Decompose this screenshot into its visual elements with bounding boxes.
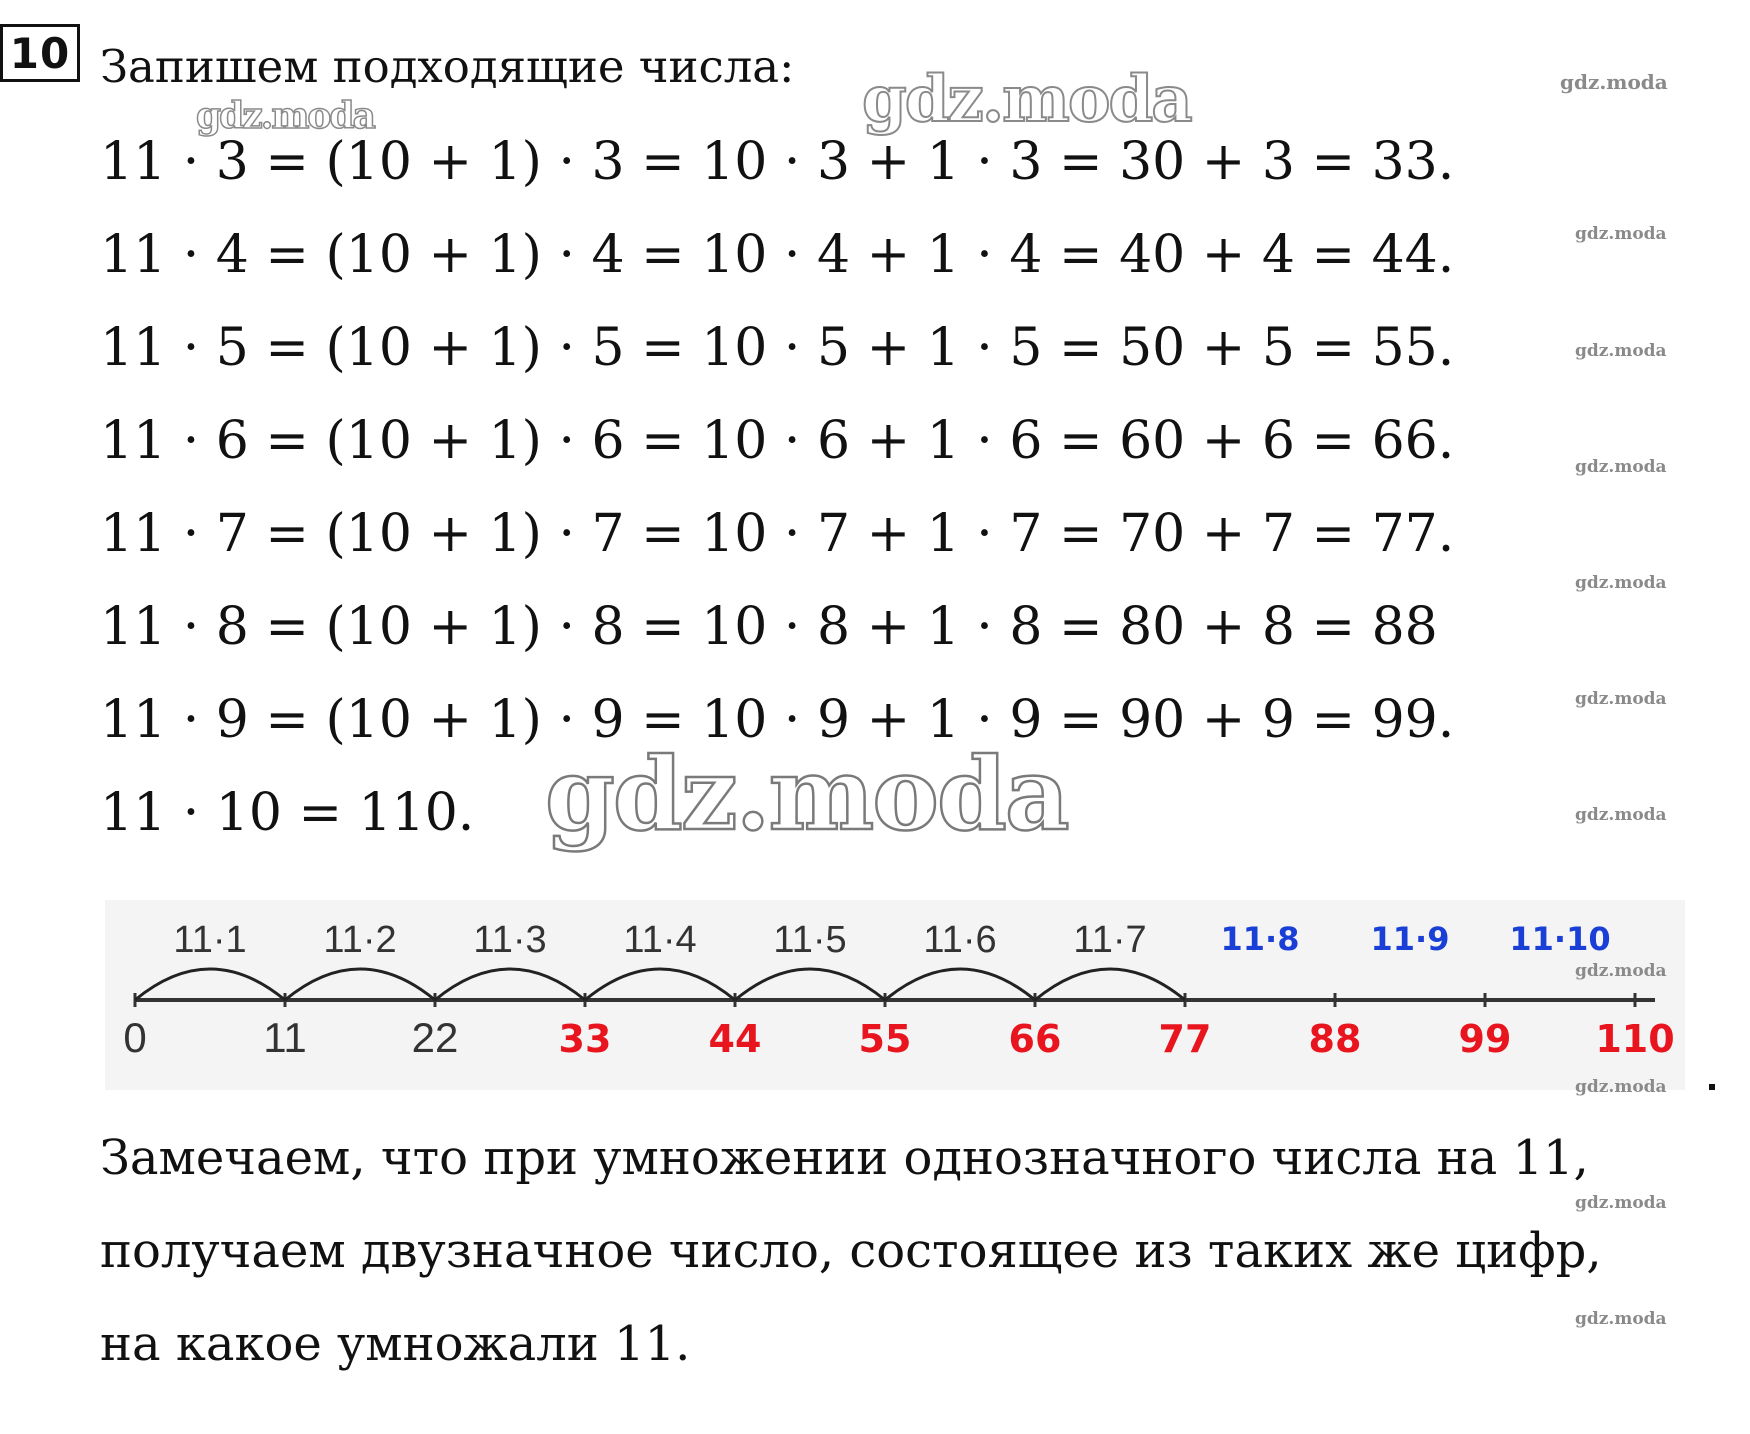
tick-label: 44 — [708, 1017, 762, 1061]
watermark: gdz.moda — [1575, 224, 1667, 244]
stray-dot — [1709, 1084, 1715, 1090]
tick-label: 77 — [1158, 1017, 1212, 1061]
jump-label: 11·1 — [173, 919, 247, 961]
jump-label: 11·10 — [1509, 920, 1611, 958]
equation-line: 11 · 3 = (10 + 1) · 3 = 10 · 3 + 1 · 3 = 30 + 3 = 33. — [100, 132, 1455, 192]
jump-label: 11·9 — [1370, 920, 1450, 958]
jump-label: 11·2 — [323, 919, 397, 961]
watermark: gdz.moda — [545, 735, 1068, 853]
tick-label: 33 — [558, 1017, 612, 1061]
conclusion-line: получаем двузначное число, состоящее из таких же цифр, — [100, 1223, 1602, 1279]
equation-line: 11 · 8 = (10 + 1) · 8 = 10 · 8 + 1 · 8 = 80 + 8 = 88 — [100, 597, 1438, 657]
tick-label: 22 — [411, 1014, 459, 1061]
jump-label: 11·6 — [923, 919, 997, 961]
equation-line: 11 · 6 = (10 + 1) · 6 = 10 · 6 + 1 · 6 = 60 + 6 = 66. — [100, 411, 1455, 471]
equation-line: 11 · 4 = (10 + 1) · 4 = 10 · 4 + 1 · 4 = 40 + 4 = 44. — [100, 225, 1455, 285]
watermark: gdz.moda — [1575, 805, 1667, 825]
tick-label: 110 — [1595, 1017, 1675, 1061]
watermark: gdz.moda — [862, 62, 1191, 137]
jump-arc — [735, 969, 885, 1000]
tick-label: 11 — [263, 1014, 307, 1061]
jump-label: 11·5 — [773, 919, 847, 961]
watermark: gdz.moda — [1575, 341, 1667, 361]
jump-arc — [885, 969, 1035, 1000]
jump-arc — [285, 969, 435, 1000]
watermark: gdz.moda — [1575, 1077, 1667, 1097]
conclusion-line: на какое умножали 11. — [100, 1316, 691, 1372]
number-line-panel — [105, 900, 1685, 1090]
watermark: gdz.moda — [196, 95, 374, 137]
exercise-intro: Запишем подходящие числа: — [100, 40, 795, 93]
watermark: gdz.moda — [1575, 1309, 1667, 1329]
number-line — [105, 900, 1685, 1090]
tick-label: 99 — [1458, 1017, 1512, 1061]
jump-arc — [435, 969, 585, 1000]
watermark: gdz.moda — [1575, 689, 1667, 709]
equation-line: 11 · 10 = 110. — [100, 783, 475, 843]
jump-arc — [135, 969, 285, 1000]
conclusion-line: Замечаем, что при умножении однозначного числа на 11, — [100, 1130, 1589, 1186]
jump-arc — [585, 969, 735, 1000]
jump-label: 11·3 — [473, 919, 547, 961]
tick-label: 88 — [1308, 1017, 1362, 1061]
watermark: gdz.moda — [1575, 573, 1667, 593]
jump-arc — [1035, 969, 1185, 1000]
watermark: gdz.moda — [1575, 1193, 1667, 1213]
jump-label: 11·7 — [1073, 919, 1147, 961]
equation-line: 11 · 5 = (10 + 1) · 5 = 10 · 5 + 1 · 5 = 50 + 5 = 55. — [100, 318, 1455, 378]
exercise-number: 10 — [0, 24, 80, 82]
jump-label: 11·8 — [1220, 920, 1300, 958]
tick-label: 55 — [858, 1017, 912, 1061]
jump-label: 11·4 — [623, 919, 697, 961]
tick-label: 66 — [1008, 1017, 1062, 1061]
equation-line: 11 · 7 = (10 + 1) · 7 = 10 · 7 + 1 · 7 = 70 + 7 = 77. — [100, 504, 1455, 564]
equation-line: 11 · 9 = (10 + 1) · 9 = 10 · 9 + 1 · 9 = 90 + 9 = 99. — [100, 690, 1455, 750]
watermark: gdz.moda — [1560, 70, 1668, 94]
tick-label: 0 — [123, 1014, 147, 1061]
watermark: gdz.moda — [1575, 961, 1667, 981]
watermark: gdz.moda — [1575, 457, 1667, 477]
